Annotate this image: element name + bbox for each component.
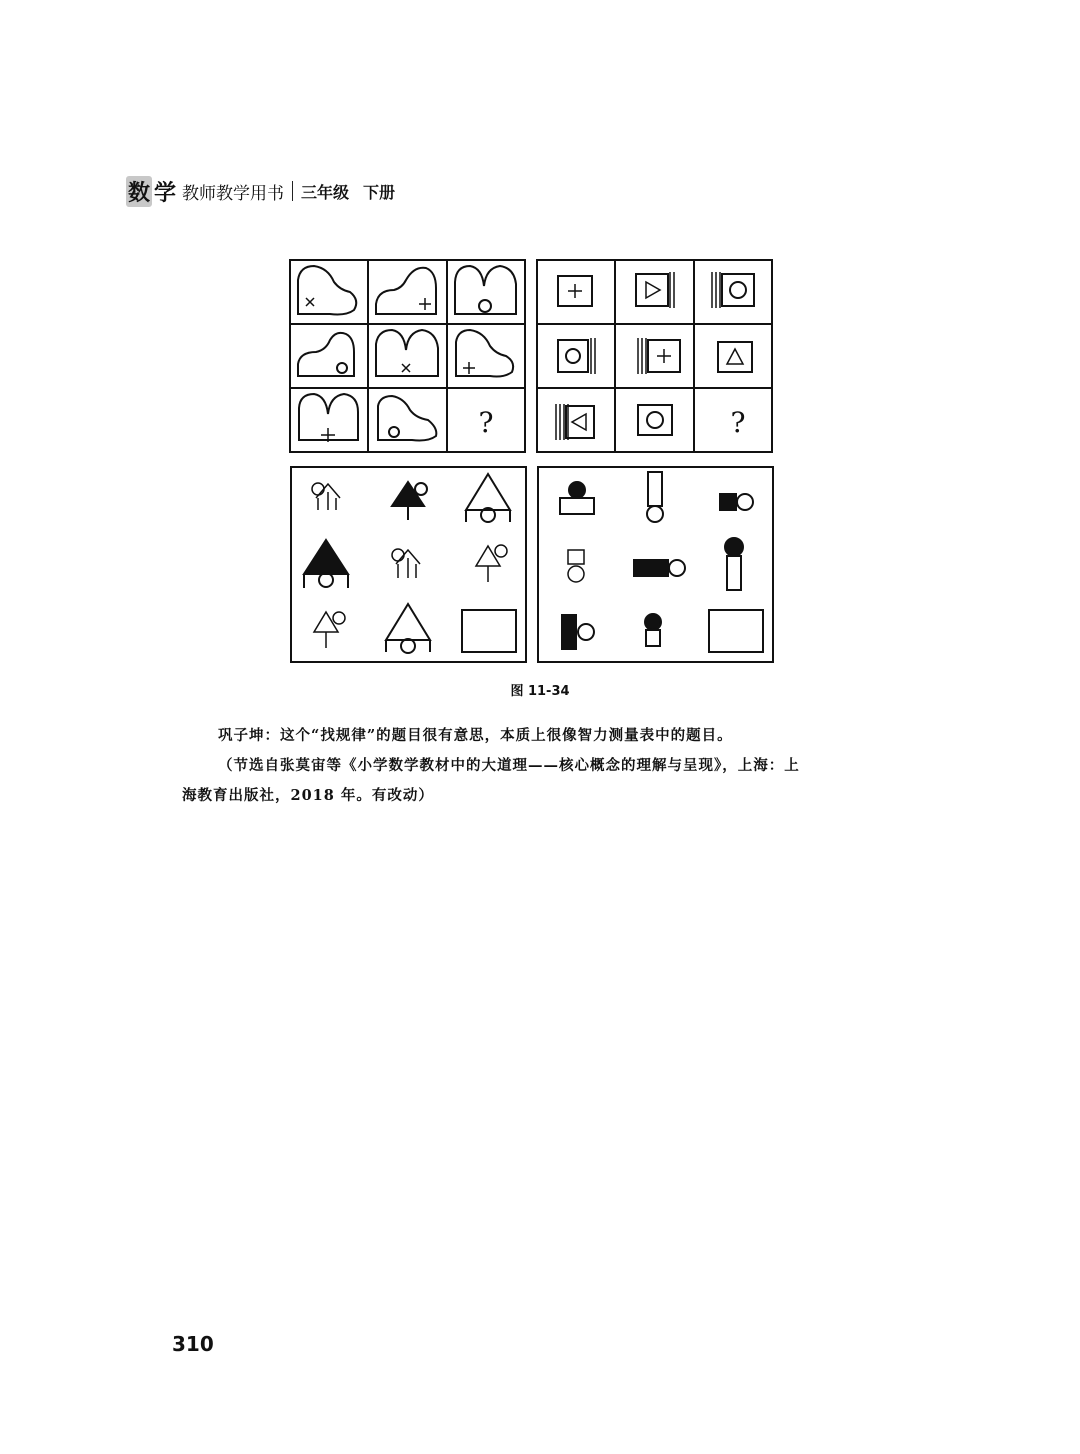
box-triangle-lines bbox=[636, 272, 674, 308]
comment-line: 巩子坤：这个“找规律”的题目很有意思，本质上很像智力测量表中的题目。 bbox=[218, 727, 733, 744]
figure-caption: 图 11-34 bbox=[510, 684, 570, 699]
lines-box-circle bbox=[712, 272, 754, 308]
m-plus-shape bbox=[299, 394, 358, 442]
citation-line-1: （节选自张莫宙等《小学数学教材中的大道理——核心概念的理解与呈现》，上海：上 bbox=[218, 757, 800, 774]
filled-tree bbox=[392, 482, 427, 520]
m-x-shape bbox=[376, 330, 438, 376]
puzzle-panel-4 bbox=[538, 467, 773, 662]
box-plus bbox=[558, 276, 592, 306]
bar-circle bbox=[647, 472, 663, 522]
page-number: 310 bbox=[172, 1332, 214, 1356]
box-triangle bbox=[718, 342, 752, 372]
volume-label: 下册 bbox=[363, 182, 396, 202]
question-mark-1: ? bbox=[478, 406, 494, 439]
triangle-circle-2 bbox=[386, 604, 430, 653]
blob-plus-shape bbox=[376, 268, 436, 314]
answer-box-1[interactable] bbox=[462, 610, 516, 652]
blob-plus-shape-2 bbox=[456, 330, 513, 377]
bar-circle-right bbox=[562, 615, 594, 649]
box-circle bbox=[638, 405, 672, 435]
subject-char-2: 学 bbox=[154, 179, 177, 206]
answer-box-2[interactable] bbox=[709, 610, 763, 652]
rect-circle bbox=[634, 560, 685, 576]
square-over-circle bbox=[568, 550, 584, 582]
blob-x-shape bbox=[298, 266, 356, 315]
dot-on-rect bbox=[560, 482, 594, 514]
blob-circle-shape bbox=[298, 333, 354, 376]
blob-circle-shape-2 bbox=[378, 396, 436, 441]
question-mark-2: ? bbox=[730, 406, 746, 439]
m-circle-shape bbox=[455, 266, 516, 314]
tree-circle-2 bbox=[314, 612, 345, 648]
stick-figure-2 bbox=[392, 549, 420, 578]
square-circle bbox=[720, 494, 753, 510]
dot-on-bar bbox=[725, 538, 743, 590]
lines-box-triangle bbox=[556, 404, 594, 440]
puzzle-panel-3 bbox=[291, 467, 526, 662]
stick-figure bbox=[312, 483, 340, 510]
book-title: 教师教学用书 bbox=[182, 183, 285, 204]
dot-on-square bbox=[645, 614, 661, 646]
citation-line-2: 海教育出版社，2018 年。有改动） bbox=[182, 787, 434, 804]
triangle-circle bbox=[466, 474, 510, 522]
grade-label: 三年级 bbox=[301, 182, 350, 202]
box-circle-lines bbox=[558, 338, 595, 374]
subject-char-1: 数 bbox=[126, 176, 152, 207]
filled-triangle bbox=[304, 540, 348, 588]
tree-circle bbox=[476, 545, 507, 582]
lines-box-plus bbox=[638, 338, 680, 374]
